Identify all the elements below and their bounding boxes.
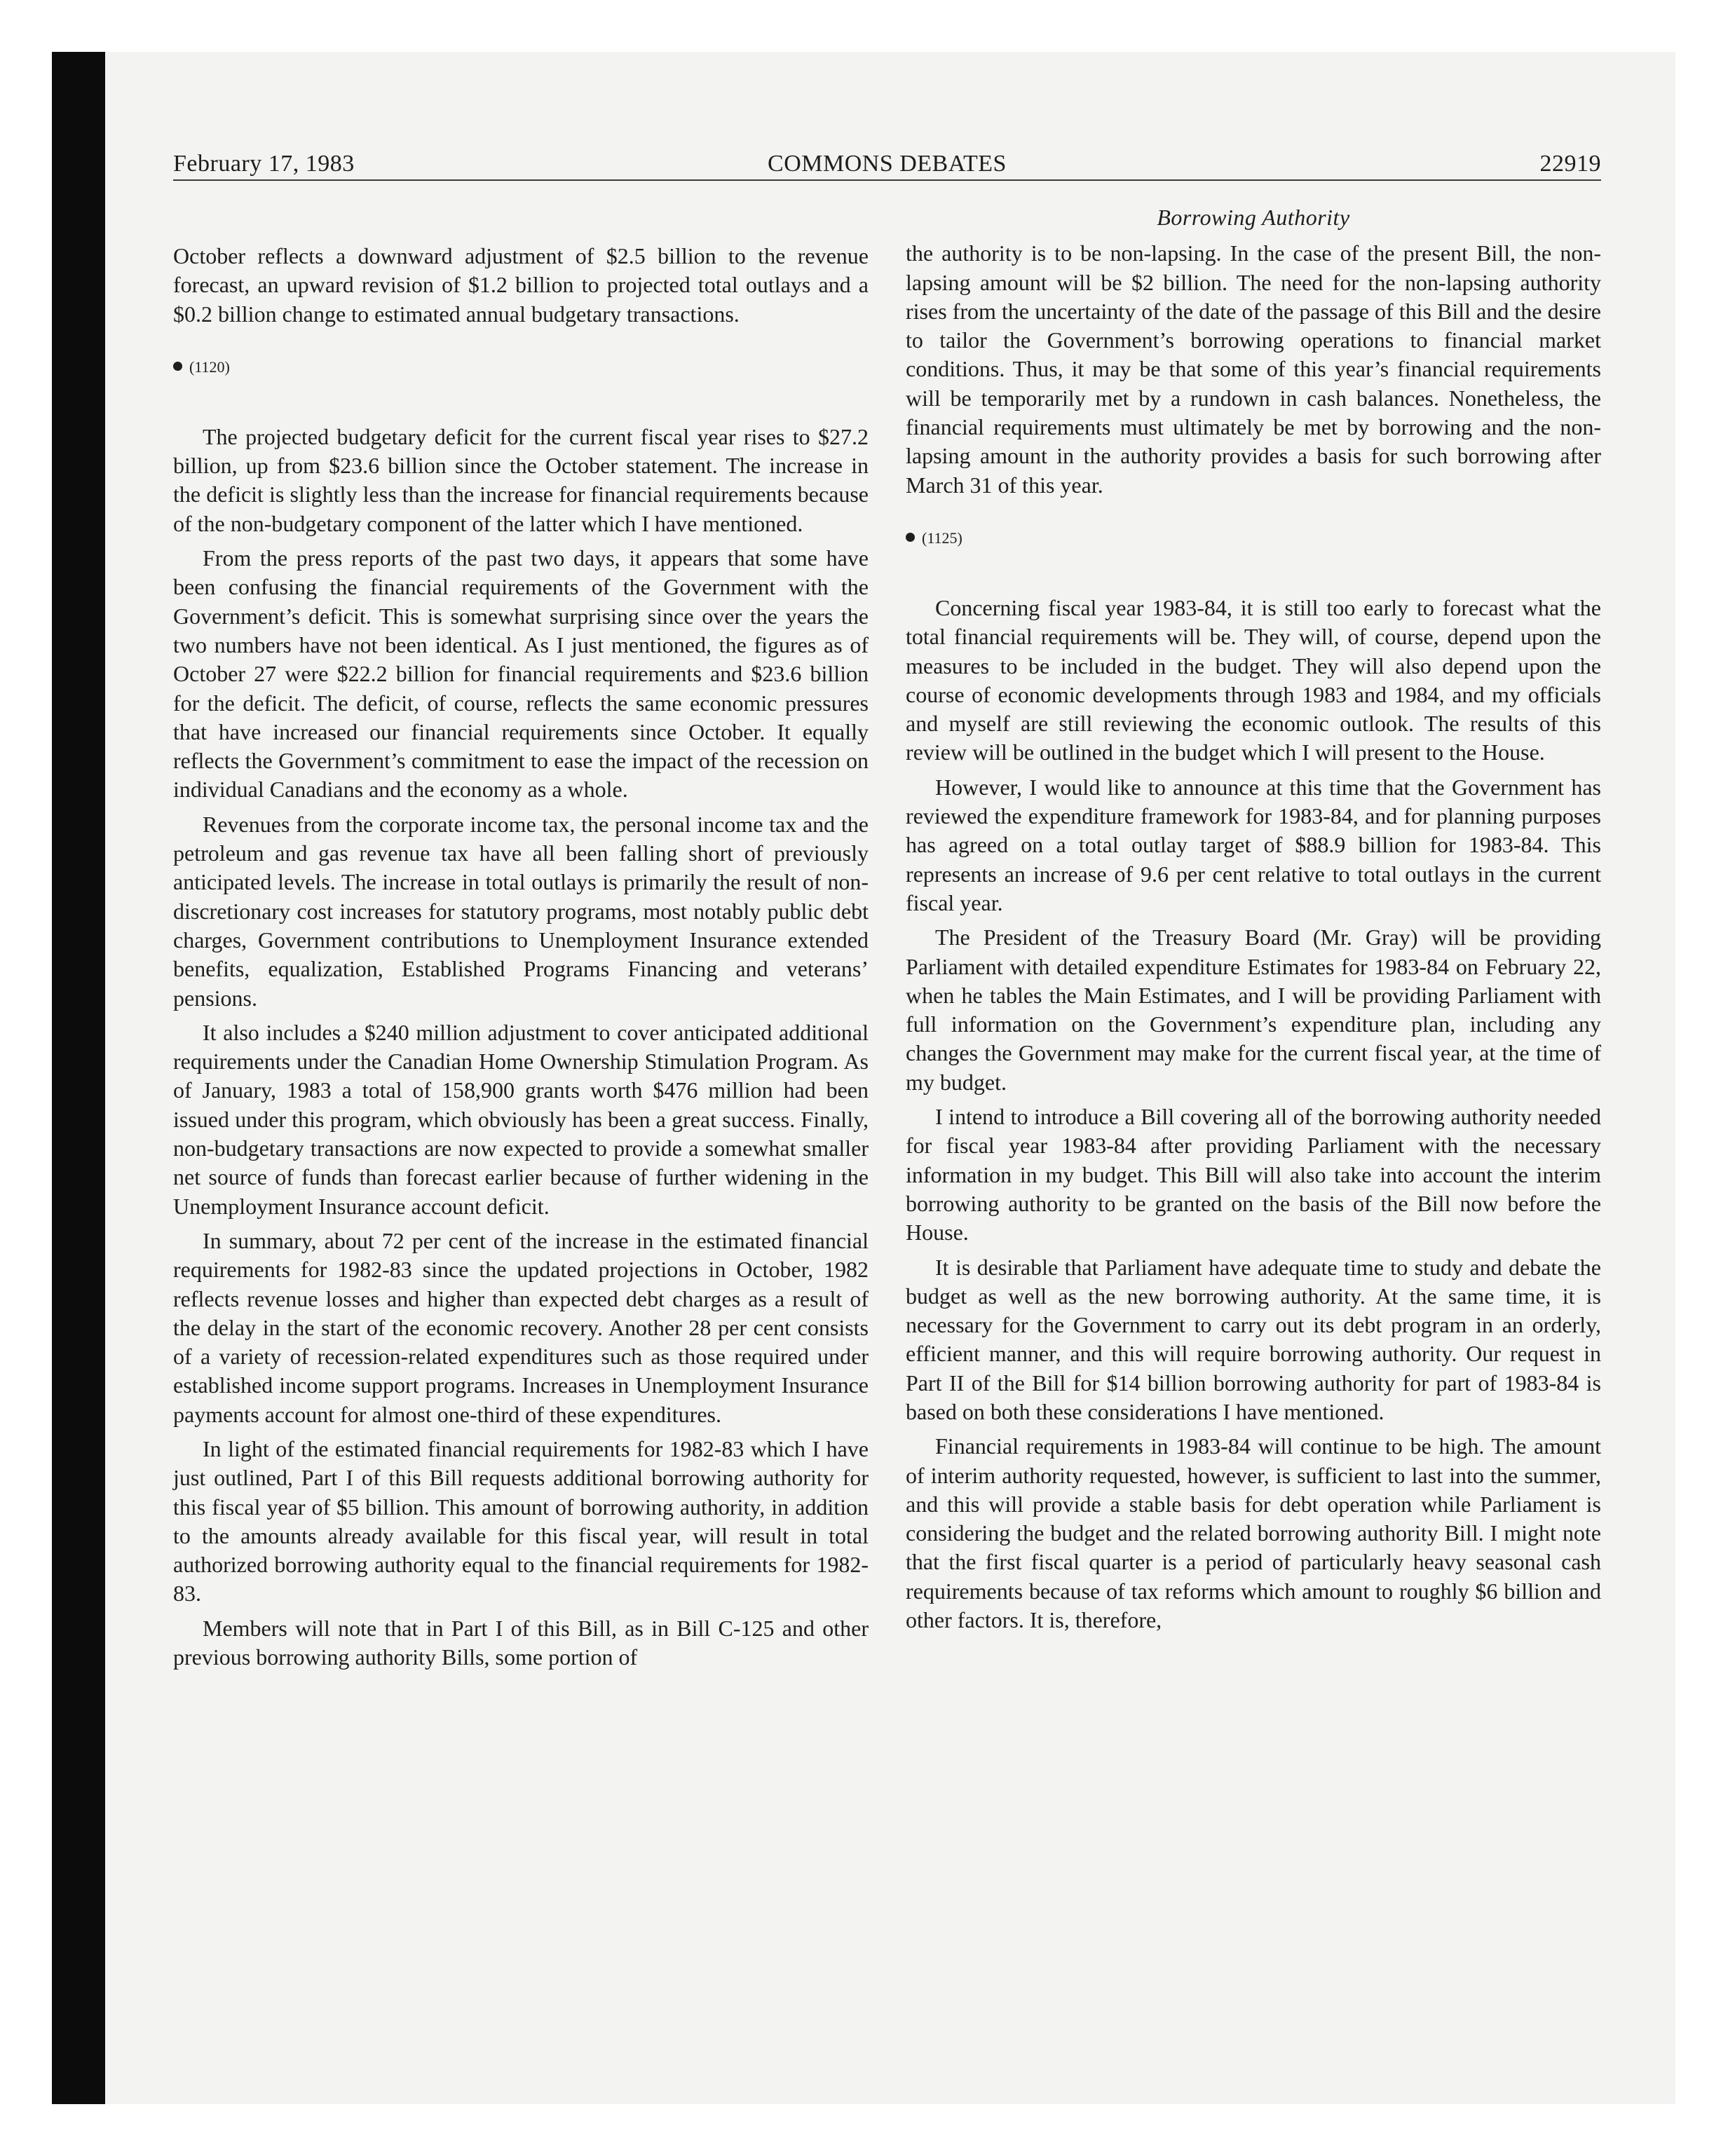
paragraph: The projected budgetary deficit for the current fiscal year rises to $27.2 billion, up from $23.6 billion since the October statement. The increase in the deficit is slightly less than the increase for financial requirements because of the non-budgetary component of the latter which I have mentioned. [173,423,869,536]
bullet-icon [173,362,182,371]
paragraph: Revenues from the corporate income tax, the personal income tax and the petroleum and gas revenue tax have all been falling short of previously anticipated levels. The increase in total outlays is primarily the result of non-discretionary cost increases for statutory programs, most notably public debt charges, Government contributions to Unemployment Insurance extended benefits, equalization, Established Programs Financing and veterans’ pensions. [173,811,869,1011]
time-marker [173,357,869,378]
paragraph: However, I would like to announce at this time that the Government has reviewed the expenditure framework for 1983-84, and for planning purposes has agreed on a total outlay target of $88.9 billion for 1983-84. This represents an increase of 9.6 per cent relative to total outlays in the current fiscal year. [906,774,1601,915]
header-page-number: 22919 [1539,151,1601,177]
time-marker-label: (1125) [922,528,962,547]
scan-binding-edge [52,52,105,2104]
time-marker [906,528,1601,549]
paragraph: In light of the estimated financial requirements for 1982-83 which I have just outlined, Part I of this Bill requests additional borrowing authority for this fiscal year of $5 billion. This amount of borrowing authority, in addition to the amounts already available for this fiscal year, will result in total authorized borrowing authority equal to the financial requirements for 1982-83. [173,1435,869,1606]
header-date: February 17, 1983 [173,151,355,177]
paragraph: Concerning fiscal year 1983-84, it is still too early to forecast what the total financial requirements will be. They will, of course, depend upon the measures to be included in the budget. They will also depend upon the course of economic developments through 1983 and 1984, and my officials and myself are still reviewing the economic outlook. The results of this review will be outlined in the budget which I will present to the House. [906,594,1601,765]
paragraph: the authority is to be non-lapsing. In the case of the present Bill, the non-lapsing amount will be $2 billion. The need for the non-lapsing authority rises from the uncertainty of the date of the passage of this Bill and the desire to tailor the Government’s borrowing operations to financial market conditions. Thus, it may be that some of this year’s financial requirements will be temporarily met by a rundown in cash balances. Nonetheless, the financial requirements must ultimately be met by borrowing and the non-lapsing amount in the authority provides a basis for such borrowing after March 31 of this year. [906,240,1601,498]
paragraph: Financial requirements in 1983-84 will continue to be high. The amount of interim authority requested, however, is sufficient to last into the summer, and this will provide a stable basis for debt operation while Parliament is considering the budget and the related borrowing authority Bill. I might note that the first fiscal quarter is a period of particularly heavy seasonal cash requirements because of tax reforms which amount to roughly $6 billion and other factors. It is, therefore, [906,1433,1601,1633]
left-column [173,242,869,1677]
time-marker-label: (1120) [189,357,230,376]
paragraph: The President of the Treasury Board (Mr. Gray) will be providing Parliament with detailed expenditure Estimates for 1983-84 on February 22, when he tables the Main Estimates, and I will be providing Parliament with full information on the Government’s expenditure plan, including any changes the Government may make for the current fiscal year, at the time of my budget. [906,925,1601,1095]
paragraph: It also includes a $240 million adjustment to cover anticipated additional requirements under the Canadian Home Ownership Stimulation Program. As of January, 1983 a total of 158,900 grants worth $476 million had been issued under this program, which obviously has been a great success. Finally, non-budgetary transactions are now expected to provide a somewhat smaller net source of funds than forecast earlier because of further widening in the Unemployment Insurance account deficit. [173,1019,869,1219]
paragraph: I intend to introduce a Bill covering all of the borrowing authority needed for fiscal year 1983-84 after providing Parliament with the necessary information in my budget. This Bill will also take into account the interim borrowing authority to be granted on the basis of the Bill now before the House. [906,1104,1601,1246]
paragraph: Members will note that in Part I of this Bill, as in Bill C-125 and other previous borrowing authority Bills, some portion of [173,1615,869,1670]
bullet-icon [906,533,915,542]
section-heading: Borrowing Authority [1157,205,1350,230]
running-header [173,149,1601,181]
paragraph: In summary, about 72 per cent of the increase in the estimated financial requirements for 1982-83 since the updated projections in October, 1982 reflects revenue losses and higher than expected debt charges as a result of the delay in the start of the economic recovery. Another 28 per cent consists of a variety of recession-related expenditures such as those required under established income support programs. Increases in Unemployment Insurance payments account for almost one-third of these expenditures. [173,1227,869,1427]
header-publication-title: COMMONS DEBATES [768,151,1007,177]
paragraph: From the press reports of the past two days, it appears that some have been confusing the financial requirements of the Government with the Government’s deficit. This is somewhat surprising since over the years the two numbers have not been identical. As I just mentioned, the figures as of October 27 were $22.2 billion for financial requirements and $23.6 billion for the deficit. The deficit, of course, reflects the same economic pressures that have increased our financial requirements since October. It equally reflects the Government’s commitment to ease the impact of the recession on individual Canadians and the economy as a whole. [173,545,869,803]
paragraph: It is desirable that Parliament have adequate time to study and debate the budget as well as the new borrowing authority. At the same time, it is necessary for the Government to carry out its debt program in an orderly, efficient manner, and this will require borrowing authority. Our request in Part II of the Bill for $14 billion borrowing authority for part of 1983-84 is based on both these considerations I have mentioned. [906,1254,1601,1424]
right-column [906,203,1601,1640]
paragraph: October reflects a downward adjustment of $2.5 billion to the revenue forecast, an upward revision of $1.2 billion to projected total outlays and a $0.2 billion change to estimated annual budgetary transactions. [173,243,869,327]
